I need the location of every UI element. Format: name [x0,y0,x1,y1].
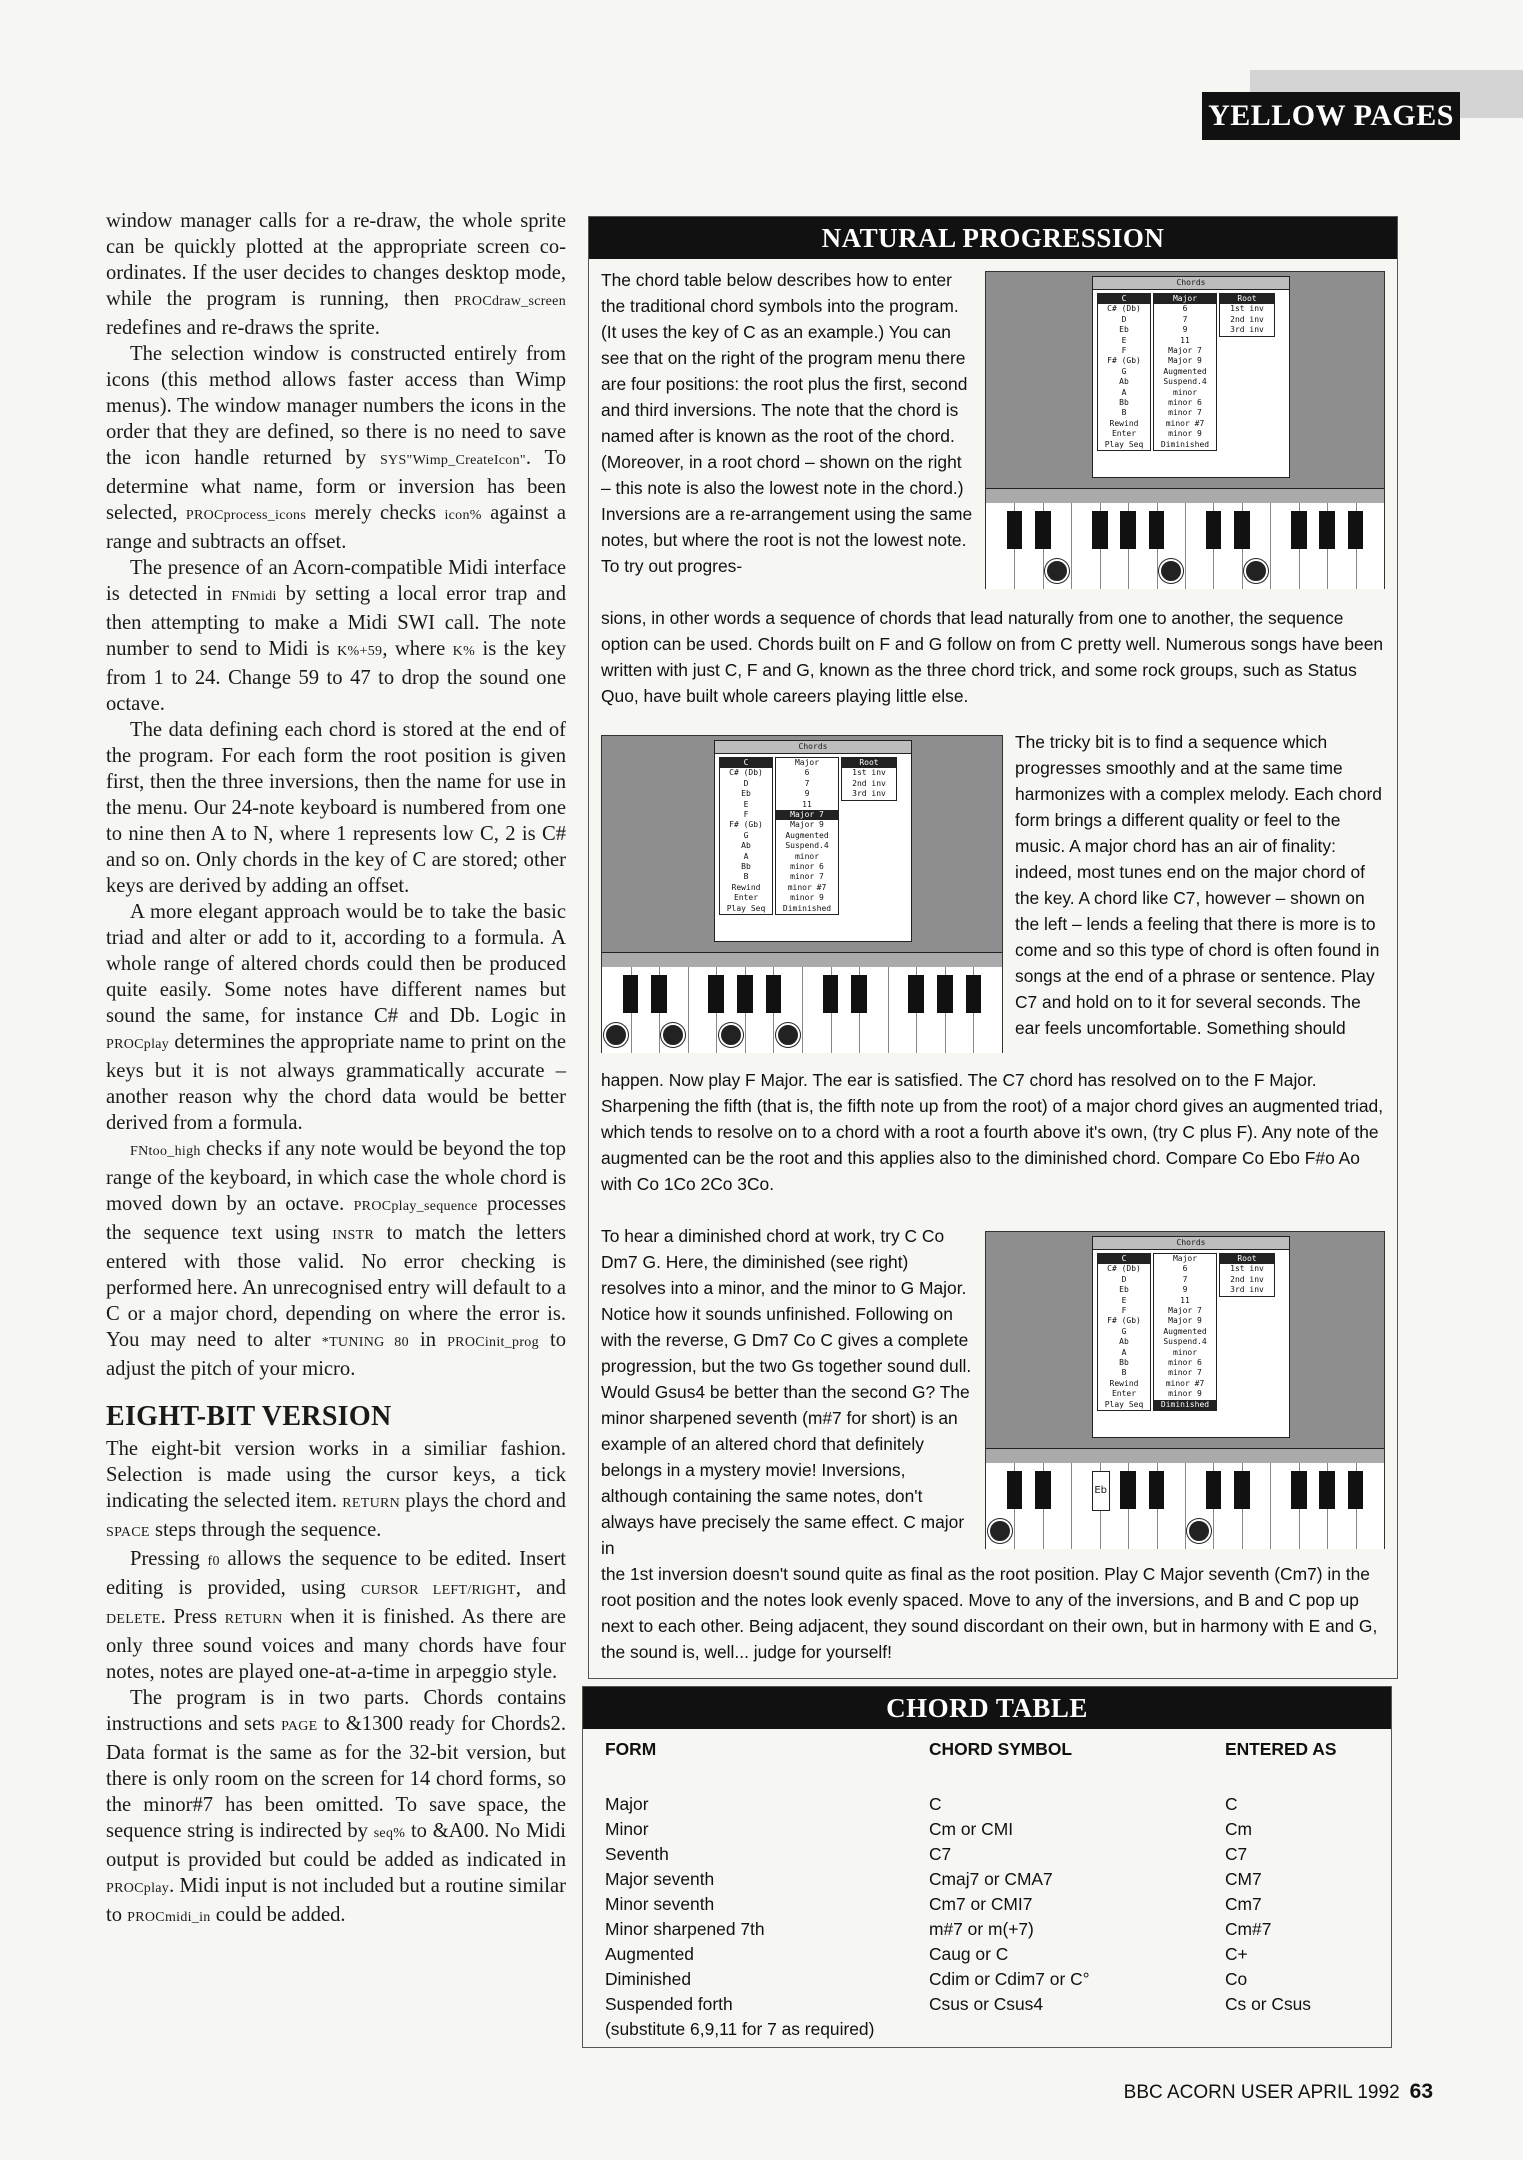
black-key[interactable] [851,975,867,1013]
menu-item[interactable]: 11 [1180,335,1190,345]
menu-item[interactable]: minor 6 [1168,398,1202,408]
forms-column[interactable] [1153,1253,1217,1411]
notes-column[interactable] [1097,293,1151,451]
menu-item[interactable]: Major [1154,294,1216,304]
black-key[interactable] [708,975,724,1013]
menu-item[interactable]: Augmented [1163,366,1207,376]
menu-item[interactable]: Eb [1119,1285,1129,1295]
menu-item[interactable]: Bb [741,862,751,872]
menu-item[interactable]: F [1121,1306,1127,1316]
black-key[interactable] [766,975,782,1013]
selected-note-marker [988,1519,1012,1543]
menu-item[interactable]: D [1121,1274,1127,1284]
menu-item[interactable]: Enter [733,893,759,903]
table-row [605,1944,1375,1969]
column-header: CHORD SYMBOL [929,1739,1072,1759]
panel-text: the 1st inversion doesn't sound quite as final as the root position. Play C Major seventh (Cm7) in the root position and the notes look evenly spaced. Move to any of the inversions, and B and C pop up next to each other. Being adjacent, they sound discordant on their own, but in harmony with E and G, the sound is, well... judge for yourself! [601,1564,1378,1662]
white-key-divider [1071,503,1072,589]
paragraph: Pressing f0 allows the sequence to be edited. Insert editing is provided, using CURSOR LEFT/RIGHT, and DELETE. Press RETURN when it is finished. As there are only three sound voices and many chords have four notes, notes are played one-at-a-time in arpeggio style. [106,1548,566,1683]
menu-item[interactable]: C [1098,294,1150,304]
menu-item[interactable]: D [1121,314,1127,324]
table-cell: C7 [1225,1844,1248,1864]
menu-item[interactable]: Root [1220,294,1274,304]
menu-item[interactable]: minor [794,851,820,861]
menu-item[interactable]: Rewind [1109,1378,1139,1388]
menu-item[interactable]: 3rd inv [1230,325,1264,335]
table-cell: Minor seventh [605,1894,715,1914]
panel-text: sions, in other words a sequence of chords that lead naturally from one to another, the sequence option can be used. Chords built on F and G follow on from C pretty well. Numerous songs have been written with just C, F and G, known as the three chord trick, and some rock groups, such as Status Quo, have built whole careers playing little else. [601,608,1384,706]
table-header-row [605,1739,1375,1769]
black-key[interactable] [937,975,953,1013]
chords-screenshot-major [985,271,1385,589]
black-key[interactable] [1035,511,1051,549]
panel-text: The chord table below describes how to enter the traditional chord symbols into the program. (It uses the key of C as an example.) You can see that on the right of the program menu there are four positions: the root plus the first, second and third inversions. The note that the chord is named after is known as the root of the chord. (Moreover, in a root chord – shown on the right – this note is also the lowest note in the chord.) Inversions are a re-arrangement using the same notes, but where the root is not the lowest note. To try out progres- [601,270,973,576]
black-key[interactable] [823,975,839,1013]
menu-item[interactable]: A [743,851,749,861]
menu-item[interactable]: minor #7 [1165,1378,1205,1388]
black-key[interactable] [1291,511,1307,549]
keyboard[interactable] [986,488,1384,589]
paragraph: The selection window is constructed entirely from icons (this method allows faster access than Wimp menus). The window manager numbers the icons in the order that they are defined, so there is no need to save the icon handle returned by SYS"Wimp_CreateIcon". To determine what name, form or inversion has been selected, PROCprocess_icons merely checks icon% against a range and subtracts an offset. [106,343,566,553]
menu-item[interactable]: Major 7 [1168,346,1202,356]
menu-item[interactable]: C# (Db) [729,768,763,778]
menu-item[interactable]: minor [1172,387,1198,397]
black-key[interactable] [1206,511,1222,549]
menu-item[interactable]: minor #7 [1165,418,1205,428]
black-key[interactable] [1348,511,1364,549]
page-footer [1124,2080,1433,2104]
menu-item[interactable]: Eb [1119,325,1129,335]
positions-column[interactable] [841,757,897,801]
black-key[interactable] [1149,1471,1165,1509]
menu-item[interactable]: Major 9 [1168,1316,1202,1326]
panel-title: NATURAL PROGRESSION [589,217,1397,259]
menu-item[interactable]: minor 9 [1168,429,1202,439]
table-cell: Caug or C [929,1944,1009,1964]
menu-item[interactable]: 2nd inv [1230,314,1264,324]
menu-item[interactable]: Major 9 [1168,356,1202,366]
paragraph: The presence of an Acorn-compatible Midi interface is detected in FNmidi by setting a local error trap and then attempting to make a Midi SWI call. The note number to send to Midi is K%+59, where K% is the key from 1 to 24. Change 59 to 47 to drop the sound one octave. [106,557,566,715]
table-cell: Cm [1225,1819,1253,1839]
menu-item[interactable]: E [1121,1295,1127,1305]
table-cell: Csus or Csus4 [929,1994,1044,2014]
table-row [605,2019,1375,2044]
menu-item[interactable]: Play Seq [726,903,766,913]
black-key[interactable] [737,975,753,1013]
black-key[interactable] [1007,1471,1023,1509]
menu-item[interactable]: C# (Db) [1107,304,1141,314]
table-cell: C [1225,1794,1238,1814]
table-cell: Cm7 [1225,1894,1262,1914]
white-key-divider [888,967,889,1053]
menu-item[interactable]: Suspend.4 [1163,1337,1207,1347]
positions-column[interactable] [1219,293,1275,337]
table-row [605,1894,1375,1919]
menu-item[interactable]: B [743,872,749,882]
magazine-name: BBC ACORN USER APRIL 1992 [1123,2082,1400,2103]
menu-item[interactable]: Ab [1119,377,1129,387]
black-key[interactable] [1120,1471,1136,1509]
black-key[interactable] [623,975,639,1013]
menu-item[interactable]: 1st inv [852,768,886,778]
panel-text: happen. Now play F Major. The ear is satisfied. The C7 chord has resolved on to the F Major. Sharpening the fifth (that is, the fifth note up from the root) of a major chord gives an augmented triad, which tends to resolve on to a chord with a root a fourth above it's own, (try C plus F). Any note of the augmented can be the root and this applies also to the diminished chord. Compare Co Ebo F#o Ao with Co 1Co 2Co 3Co. [601,1070,1384,1194]
positions-column[interactable] [1219,1253,1275,1297]
menu-item[interactable]: 9 [1182,325,1188,335]
paragraph: The data defining each chord is stored at the end of the program. For each form the root position is given first, then the three inversions, then the name for use in the menu. Our 24-note keyboard is numbered from one to nine then A to N, where 1 represents low C, 2 is C# and so on. Only chords in the key of C are stored; other keys are derived by adding an offset. [106,719,566,897]
chords-screenshot-seventh [601,735,1003,1053]
column-header: ENTERED AS [1225,1739,1337,1759]
keyboard-label-strip [986,489,1384,503]
white-key-divider [802,967,803,1053]
menu-item[interactable]: F# (Gb) [729,820,763,830]
menu-item[interactable]: G [1121,1326,1127,1336]
menu-item[interactable]: minor 6 [790,862,824,872]
chords-screenshot-diminished [985,1231,1385,1549]
natural-progression-panel [588,216,1398,1679]
page-number: 63 [1409,2080,1433,2103]
menu-item[interactable]: Play Seq [1104,1399,1144,1409]
selected-note-marker [1159,559,1183,583]
selected-note-marker [604,1023,628,1047]
menu-item[interactable]: 6 [1182,1264,1188,1274]
menu-item[interactable]: F [743,810,749,820]
menu-item[interactable]: 7 [1182,1274,1188,1284]
black-key[interactable] [1348,1471,1364,1509]
paragraph: The eight-bit version works in a similiar fashion. Selection is made using the cursor keys, a tick indicating the selected item. RETURN plays the chord and SPACE steps through the sequence. [106,1438,566,1541]
menu-item[interactable]: 2nd inv [1230,1274,1264,1284]
menu-item[interactable]: Major 7 [1168,1306,1202,1316]
table-cell: C [929,1794,942,1814]
menu-item[interactable]: 2nd inv [852,778,886,788]
table-row [605,1794,1375,1819]
menu-item[interactable]: Bb [1119,1358,1129,1368]
menu-item[interactable]: minor [1172,1347,1198,1357]
menu-item[interactable]: 9 [1182,1285,1188,1295]
selected-note-marker [1244,559,1268,583]
table-cell: (substitute 6,9,11 for 7 as required) [605,2019,875,2039]
menu-item[interactable]: C [720,758,772,768]
menu-item[interactable]: Suspend.4 [1163,377,1207,387]
paragraph: window manager calls for a re-draw, the whole sprite can be quickly plotted at the appropriate screen co-ordinates. If the user decides to changes desktop mode, while the program is running, then PROCdraw_screen redefines and re-draws the sprite. [106,210,566,339]
table-cell: m#7 or m(+7) [929,1919,1034,1939]
selected-note-marker [661,1023,685,1047]
chords-window [1092,1236,1290,1438]
window-title-bar: Chords [1093,1237,1289,1250]
table-cell: Cm#7 [1225,1919,1272,1939]
black-key[interactable] [908,975,924,1013]
selected-note-marker [1045,559,1069,583]
section-heading: EIGHT-BIT VERSION [106,1401,392,1432]
menu-item[interactable]: B [1121,408,1127,418]
notes-column[interactable] [1097,1253,1151,1411]
menu-item[interactable]: 9 [804,789,810,799]
menu-item[interactable]: Diminished [782,903,832,913]
table-row [605,1994,1375,2019]
menu-item[interactable]: Augmented [1163,1326,1207,1336]
paragraph: A more elegant approach would be to take the basic triad and alter or add to it, according to a formula. A whole range of altered chords could then be produced quite easily. Some notes have different names but sound the same, for instance C# and Db. Logic in PROCplay determines the appropriate name to print on the keys but it is not always grammatically accurate – another reason why the chord data would be better derived from a formula. [106,901,566,1134]
white-key-divider [688,967,689,1053]
menu-item[interactable]: Bb [1119,398,1129,408]
table-cell: Major [605,1794,649,1814]
table-cell: Minor sharpened 7th [605,1919,765,1939]
menu-item[interactable]: Diminished [1154,1400,1216,1410]
table-row [605,1869,1375,1894]
menu-item[interactable]: F [1121,346,1127,356]
black-key[interactable] [1319,1471,1335,1509]
menu-item[interactable]: Root [842,758,896,768]
menu-item[interactable]: 3rd inv [1230,1285,1264,1295]
panel-text: The tricky bit is to find a sequence which progresses smoothly and at the same time harmonizes with a complex melody. Each chord form brings a different quality or feel to the music. A major chord has an air of finality: indeed, most tunes end on the major chord of the key. A chord like C7, however – shown on the left – lends a feeling that there is more is to come and so this type of chord is often found in songs at the end of a phrase or sentence. Play C7 and hold on to it for several seconds. The ear feels uncomfortable. Something should [1015,732,1382,1038]
menu-item[interactable]: Rewind [1109,418,1139,428]
menu-item[interactable]: 3rd inv [852,789,886,799]
keyboard[interactable] [602,952,1002,1053]
menu-item[interactable]: 6 [1182,304,1188,314]
table-cell: Cm or CMI [929,1819,1014,1839]
section-tab: YELLOW PAGES [1202,92,1460,140]
black-key[interactable] [966,975,982,1013]
menu-item[interactable]: minor 7 [1168,1368,1202,1378]
table-cell: Cm7 or CMI7 [929,1894,1033,1914]
menu-item[interactable]: G [1121,366,1127,376]
chords-window [714,740,912,942]
panel-text: To hear a diminished chord at work, try C Co Dm7 G. Here, the diminished (see right) resolves into a minor, and the minor to G Major. Notice how it sounds unfinished. Following on with the reverse, G Dm7 Co C gives a complete progression, but the two Gs together sound dull. Would Gsus4 be better than the second G? The minor sharpened seventh (m#7 for short) is an example of an altered chord that definitely belongs in a mystery movie! Inversions, although containing the same notes, don't always have precisely the same effect. C major in [601,1226,972,1558]
menu-item[interactable]: E [743,799,749,809]
table-cell: C7 [929,1844,952,1864]
menu-item[interactable]: Augmented [785,830,829,840]
black-key[interactable] [1092,511,1108,549]
menu-item[interactable]: minor 7 [790,872,824,882]
menu-item[interactable]: 1st inv [1230,1264,1264,1274]
paragraph: FNtoo_high checks if any note would be beyond the top range of the keyboard, in which case the whole chord is moved down by an octave. PROCplay_sequence processes the sequence text using INSTR to match the letters entered with those valid. No error checking is performed here. An unrecognised entry will default to a C or a major chord, depending on where the error is. You may need to alter *TUNING 80 in PROCinit_prog to adjust the pitch of your micro. [106,1138,567,1380]
black-key[interactable] [1206,1471,1222,1509]
black-key[interactable] [1149,511,1165,549]
table-cell: Suspended forth [605,1994,733,2014]
menu-item[interactable]: A [1121,1347,1127,1357]
menu-item[interactable]: Major [794,758,820,767]
table-cell: Co [1225,1969,1248,1989]
selected-note-marker [719,1023,743,1047]
table-cell: Seventh [605,1844,669,1864]
white-key-divider [1071,1463,1072,1549]
table-cell: C+ [1225,1944,1248,1964]
keyboard-label-strip [602,953,1002,967]
menu-item[interactable]: Enter [1111,429,1137,439]
menu-item[interactable]: 6 [804,768,810,778]
menu-item[interactable]: minor 9 [790,893,824,903]
menu-item[interactable]: Eb [741,789,751,799]
white-key-divider [1185,1463,1186,1549]
window-title-bar: Chords [1093,277,1289,290]
menu-item[interactable]: Ab [741,841,751,851]
menu-item[interactable]: B [1121,1368,1127,1378]
white-key-divider [1185,503,1186,589]
menu-item[interactable]: 1st inv [1230,304,1264,314]
menu-item[interactable]: Diminished [1160,439,1210,449]
menu-item[interactable]: Major 7 [776,810,838,820]
black-key[interactable] [1234,511,1250,549]
menu-item[interactable]: A [1121,387,1127,397]
menu-item[interactable]: Suspend.4 [785,841,829,851]
keyboard[interactable] [986,1448,1384,1549]
menu-item[interactable]: 7 [1182,314,1188,324]
menu-item[interactable]: 11 [1180,1295,1190,1305]
menu-item[interactable]: minor 9 [1168,1389,1202,1399]
selected-note-marker [776,1023,800,1047]
menu-item[interactable]: minor #7 [787,882,827,892]
menu-item[interactable]: Major 9 [790,820,824,830]
menu-item[interactable]: Rewind [731,882,761,892]
table-row [605,1819,1375,1844]
table-cell: CM7 [1225,1869,1262,1889]
left-column [106,208,566,1931]
black-key[interactable]: Eb [1092,1471,1110,1511]
table-cell: Minor [605,1819,649,1839]
menu-item[interactable]: G [743,830,749,840]
menu-item[interactable]: 7 [804,778,810,788]
menu-item[interactable]: 11 [802,799,812,809]
menu-item[interactable]: Play Seq [1104,439,1144,449]
notes-column[interactable] [719,757,773,915]
menu-item[interactable]: F# (Gb) [1107,1316,1141,1326]
menu-item[interactable]: F# (Gb) [1107,356,1141,366]
selected-note-marker [1187,1519,1211,1543]
window-title-bar: Chords [715,741,911,754]
column-header: FORM [605,1739,657,1759]
white-key-divider [1270,503,1271,589]
black-key[interactable] [1035,1471,1051,1509]
table-row [605,1969,1375,1994]
table-cell: Cmaj7 or CMA7 [929,1869,1053,1889]
table-row [605,1844,1375,1869]
keyboard-label-strip [986,1449,1384,1463]
menu-item[interactable]: D [743,778,749,788]
chords-window [1092,276,1290,478]
menu-item[interactable]: Enter [1111,1389,1137,1399]
black-key[interactable] [1319,511,1335,549]
forms-column[interactable] [1153,293,1217,451]
table-cell: Augmented [605,1944,694,1964]
menu-item[interactable]: Ab [1119,1337,1129,1347]
white-key-divider [1270,1463,1271,1549]
menu-item[interactable]: C# (Db) [1107,1264,1141,1274]
chord-table-panel [582,1686,1392,2048]
chord-table [605,1739,1375,2044]
menu-item[interactable]: E [1121,335,1127,345]
black-key[interactable] [1291,1471,1307,1509]
black-key[interactable] [1120,511,1136,549]
menu-item[interactable]: Root [1220,1254,1274,1264]
table-cell: Cs or Csus [1225,1994,1312,2014]
table-cell: Diminished [605,1969,692,1989]
panel-title: CHORD TABLE [583,1687,1391,1729]
table-cell: Cdim or Cdim7 or C° [929,1969,1090,1989]
forms-column[interactable] [775,757,839,915]
black-key[interactable] [1234,1471,1250,1509]
table-row [605,1919,1375,1944]
menu-item[interactable]: minor 6 [1168,1358,1202,1368]
table-cell: Major seventh [605,1869,715,1889]
paragraph: The program is in two parts. Chords contains instructions and sets PAGE to &1300 ready for Chords2. Data format is the same as for the 32-bit version, but there is only room on the screen for 14 chord forms, so the minor#7 has been omitted. To save space, the sequence string is indirected by seq% to &A00. No Midi output is provided but could be added as indicated in PROCplay. Midi input is not included but a routine similar to PROCmidi_in could be added. [106,1687,567,1926]
black-key[interactable] [651,975,667,1013]
menu-item[interactable]: minor 7 [1168,408,1202,418]
black-key[interactable] [1007,511,1023,549]
menu-item[interactable]: C [1098,1254,1150,1264]
menu-item[interactable]: Major [1172,1254,1198,1263]
